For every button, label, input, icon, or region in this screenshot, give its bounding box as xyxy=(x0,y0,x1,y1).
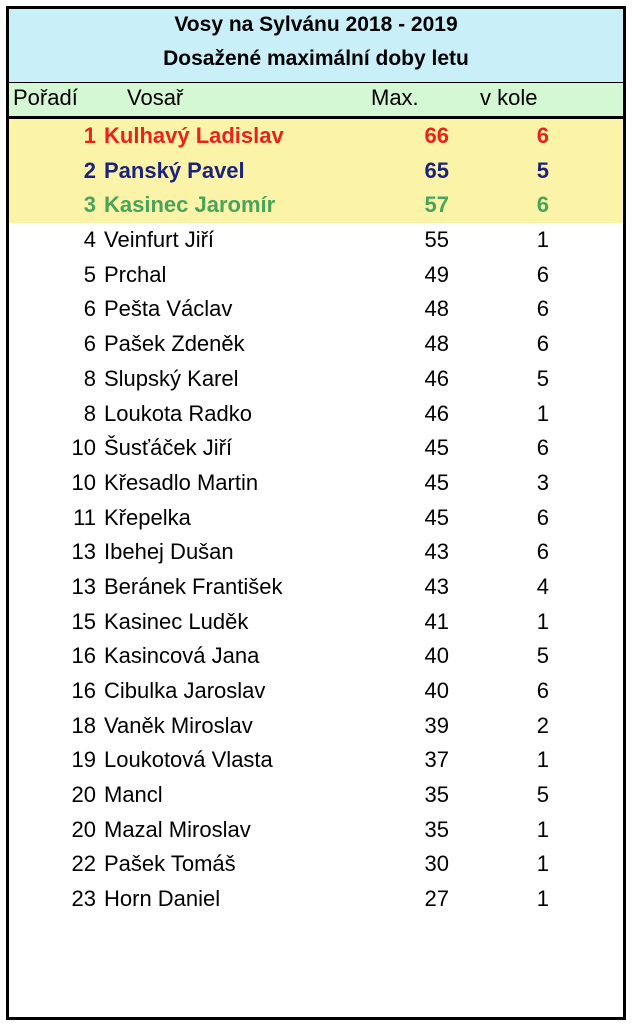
row-round: 3 xyxy=(536,469,549,495)
row-max: 30 xyxy=(424,851,449,877)
table-row xyxy=(9,362,623,397)
row-rank: 6 xyxy=(83,296,96,322)
row-name: Pešta Václav xyxy=(104,296,233,322)
row-round: 1 xyxy=(536,747,549,773)
row-round: 6 xyxy=(536,678,549,703)
row-name: Mancl xyxy=(104,782,163,808)
row-round: 6 xyxy=(536,296,549,322)
row-rank: 20 xyxy=(71,782,96,808)
row-round: 1 xyxy=(536,816,549,842)
row-name: Pašek Tomáš xyxy=(104,851,236,877)
row-rank: 19 xyxy=(71,747,96,773)
row-round: 1 xyxy=(536,851,549,877)
row-rank: 6 xyxy=(83,331,96,357)
row-round: 6 xyxy=(536,435,549,461)
row-rank: 16 xyxy=(71,678,96,703)
row-rank: 16 xyxy=(71,643,96,669)
row-rank: 10 xyxy=(71,469,96,495)
row-max: 66 xyxy=(424,123,449,148)
row-rank: 8 xyxy=(83,365,96,391)
row-name: Kasincová Jana xyxy=(104,643,260,669)
row-name: Cibulka Jaroslav xyxy=(104,678,266,703)
table-row xyxy=(9,605,623,640)
header-name: Vosař xyxy=(127,85,184,110)
table-row xyxy=(9,674,623,709)
row-rank: 13 xyxy=(71,573,96,599)
row-name: Pašek Zdeněk xyxy=(104,331,245,357)
title-block xyxy=(9,9,623,83)
table-row xyxy=(9,292,623,327)
table-row xyxy=(9,709,623,744)
header-max: Max. xyxy=(371,85,419,110)
row-name: Vaněk Miroslav xyxy=(104,712,253,738)
row-max: 39 xyxy=(424,712,449,738)
row-round: 6 xyxy=(536,123,549,148)
row-name: Křepelka xyxy=(104,504,191,530)
table-header xyxy=(9,83,623,119)
row-round: 2 xyxy=(536,712,549,738)
row-name: Kulhavý Ladislav xyxy=(104,123,284,148)
table-row xyxy=(9,223,623,258)
row-name: Slupský Karel xyxy=(104,365,239,391)
row-round: 6 xyxy=(536,261,549,287)
table-row xyxy=(9,535,623,570)
row-rank: 4 xyxy=(83,227,96,253)
row-round: 1 xyxy=(536,886,549,912)
page-subtitle: Dosažené maximální doby letu xyxy=(163,47,469,70)
row-max: 27 xyxy=(424,886,449,912)
table-row xyxy=(9,327,623,362)
row-round: 5 xyxy=(536,157,549,183)
page-title: Vosy na Sylvánu 2018 - 2019 xyxy=(174,13,458,36)
row-max: 45 xyxy=(424,435,449,461)
header-rank: Pořadí xyxy=(13,85,78,110)
row-name: Horn Daniel xyxy=(104,886,221,912)
row-round: 6 xyxy=(536,192,549,218)
table-row xyxy=(9,743,623,778)
row-max: 65 xyxy=(424,157,449,183)
table-row xyxy=(9,466,623,501)
row-round: 4 xyxy=(536,573,549,599)
table-row xyxy=(9,501,623,536)
row-max: 41 xyxy=(424,608,449,634)
row-rank: 22 xyxy=(71,851,96,877)
table-row xyxy=(9,258,623,293)
table-row xyxy=(9,397,623,432)
row-rank: 15 xyxy=(71,608,96,634)
row-max: 35 xyxy=(424,816,449,842)
row-name: Šusťáček Jiří xyxy=(104,435,233,461)
table-row xyxy=(9,882,623,917)
table-row xyxy=(9,639,623,674)
row-name: Kasinec Luděk xyxy=(104,608,249,634)
row-max: 35 xyxy=(424,782,449,808)
row-name: Loukota Radko xyxy=(104,400,252,426)
table-row xyxy=(9,431,623,466)
row-rank: 13 xyxy=(71,539,96,565)
table-row xyxy=(9,813,623,848)
header-round: v kole xyxy=(480,85,538,110)
row-name: Mazal Miroslav xyxy=(104,816,251,842)
row-max: 45 xyxy=(424,469,449,495)
row-round: 6 xyxy=(536,539,549,565)
row-round: 1 xyxy=(536,227,549,253)
row-rank: 20 xyxy=(71,816,96,842)
row-rank: 2 xyxy=(83,157,96,183)
row-max: 43 xyxy=(424,539,449,565)
row-name: Prchal xyxy=(104,261,167,287)
row-max: 48 xyxy=(424,331,449,357)
row-max: 37 xyxy=(424,747,449,773)
row-name: Křesadlo Martin xyxy=(104,469,259,495)
row-rank: 1 xyxy=(83,123,96,148)
row-max: 57 xyxy=(424,192,449,218)
row-name: Veinfurt Jiří xyxy=(104,227,215,253)
row-rank: 5 xyxy=(83,261,96,287)
table-row xyxy=(9,188,623,223)
row-round: 1 xyxy=(536,608,549,634)
row-max: 40 xyxy=(424,643,449,669)
row-rank: 8 xyxy=(83,400,96,426)
row-max: 43 xyxy=(424,573,449,599)
row-name: Beránek František xyxy=(104,573,283,599)
results-sheet xyxy=(6,6,626,1020)
row-max: 49 xyxy=(424,261,449,287)
row-rank: 3 xyxy=(83,192,96,218)
row-rank: 18 xyxy=(71,712,96,738)
row-round: 5 xyxy=(536,365,549,391)
row-rank: 11 xyxy=(73,504,96,530)
row-max: 45 xyxy=(424,504,449,530)
table-row xyxy=(9,570,623,605)
table-row xyxy=(9,778,623,813)
table-row xyxy=(9,154,623,189)
row-rank: 10 xyxy=(71,435,96,461)
row-round: 1 xyxy=(536,400,549,426)
row-name: Kasinec Jaromír xyxy=(104,192,276,218)
row-rank: 23 xyxy=(71,886,96,912)
table-row xyxy=(9,847,623,882)
row-name: Ibehej Dušan xyxy=(104,539,234,565)
row-round: 6 xyxy=(536,331,549,357)
row-name: Loukotová Vlasta xyxy=(104,747,273,773)
table-row xyxy=(9,119,623,154)
row-max: 55 xyxy=(424,227,449,253)
row-round: 6 xyxy=(536,504,549,530)
row-max: 40 xyxy=(424,678,449,703)
row-name: Panský Pavel xyxy=(104,157,245,183)
row-round: 5 xyxy=(536,782,549,808)
results-table-body xyxy=(9,119,623,917)
row-round: 5 xyxy=(536,643,549,669)
row-max: 46 xyxy=(424,365,449,391)
row-max: 46 xyxy=(424,400,449,426)
row-max: 48 xyxy=(424,296,449,322)
